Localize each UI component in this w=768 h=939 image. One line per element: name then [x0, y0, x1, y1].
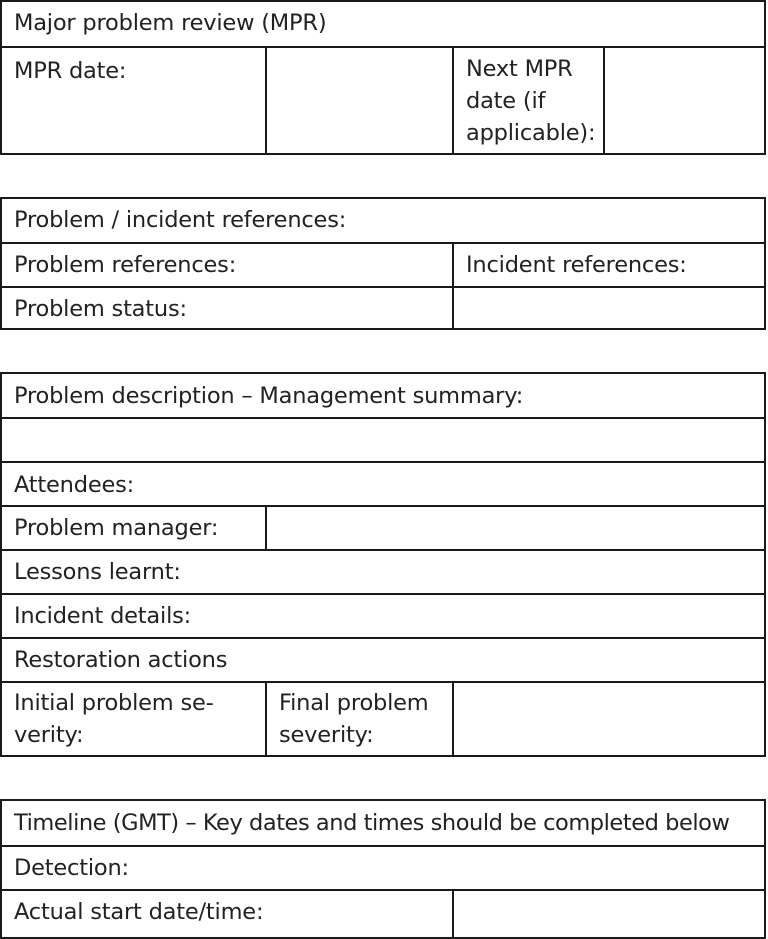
problem-manager-field[interactable] — [265, 507, 764, 549]
management-summary-field[interactable] — [2, 419, 764, 461]
problem-manager-label: Problem manager: — [14, 515, 219, 541]
severity-field[interactable] — [452, 683, 764, 755]
mpr-table — [0, 0, 766, 155]
problem-references-label: Problem references: — [14, 252, 237, 278]
restoration-actions-label: Restoration actions — [14, 647, 228, 673]
restoration-row — [2, 637, 764, 681]
next-mpr-date-field[interactable] — [603, 48, 764, 153]
description-title: Problem description – Management summary: — [14, 383, 524, 409]
incident-details-label: Incident details: — [14, 603, 192, 629]
mpr-title: Major problem review (MPR) — [14, 10, 327, 36]
timeline-title: Timeline (GMT) – Key dates and times should be completed below — [14, 810, 730, 836]
detection-label: Detection: — [14, 855, 129, 881]
problem-status-label: Problem status: — [14, 296, 187, 322]
description-table — [0, 372, 766, 757]
mpr-date-field[interactable] — [265, 48, 452, 153]
problem-status-field[interactable] — [452, 288, 764, 328]
problem-manager-row — [2, 505, 764, 549]
references-title-row — [2, 199, 764, 242]
incident-references-label: Incident references: — [452, 244, 764, 286]
mpr-title-row — [2, 2, 764, 46]
references-table — [0, 197, 766, 330]
lessons-row — [2, 549, 764, 593]
timeline-table — [0, 799, 766, 939]
actual-start-field[interactable] — [452, 891, 764, 937]
references-title: Problem / incident references: — [14, 207, 347, 233]
description-title-row — [2, 374, 764, 417]
lessons-learnt-label: Lessons learnt: — [14, 559, 181, 585]
attendees-label: Attendees: — [14, 472, 135, 498]
attendees-row — [2, 461, 764, 505]
problem-status-row — [2, 286, 764, 328]
initial-severity-label: Initial problem se-verity: — [14, 690, 214, 748]
final-severity-label: Final problem severity: — [265, 683, 452, 755]
next-mpr-date-label: Next MPR date (if applicable): — [452, 48, 603, 153]
severity-row — [2, 681, 764, 755]
references-row — [2, 242, 764, 286]
actual-start-label: Actual start date/time: — [14, 899, 264, 925]
mpr-date-label: MPR date: — [14, 58, 127, 84]
summary-row — [2, 417, 764, 461]
detection-row — [2, 845, 764, 889]
actual-start-row — [2, 889, 764, 937]
mpr-date-row — [2, 46, 764, 153]
timeline-title-row — [2, 801, 764, 845]
incident-details-row — [2, 593, 764, 637]
